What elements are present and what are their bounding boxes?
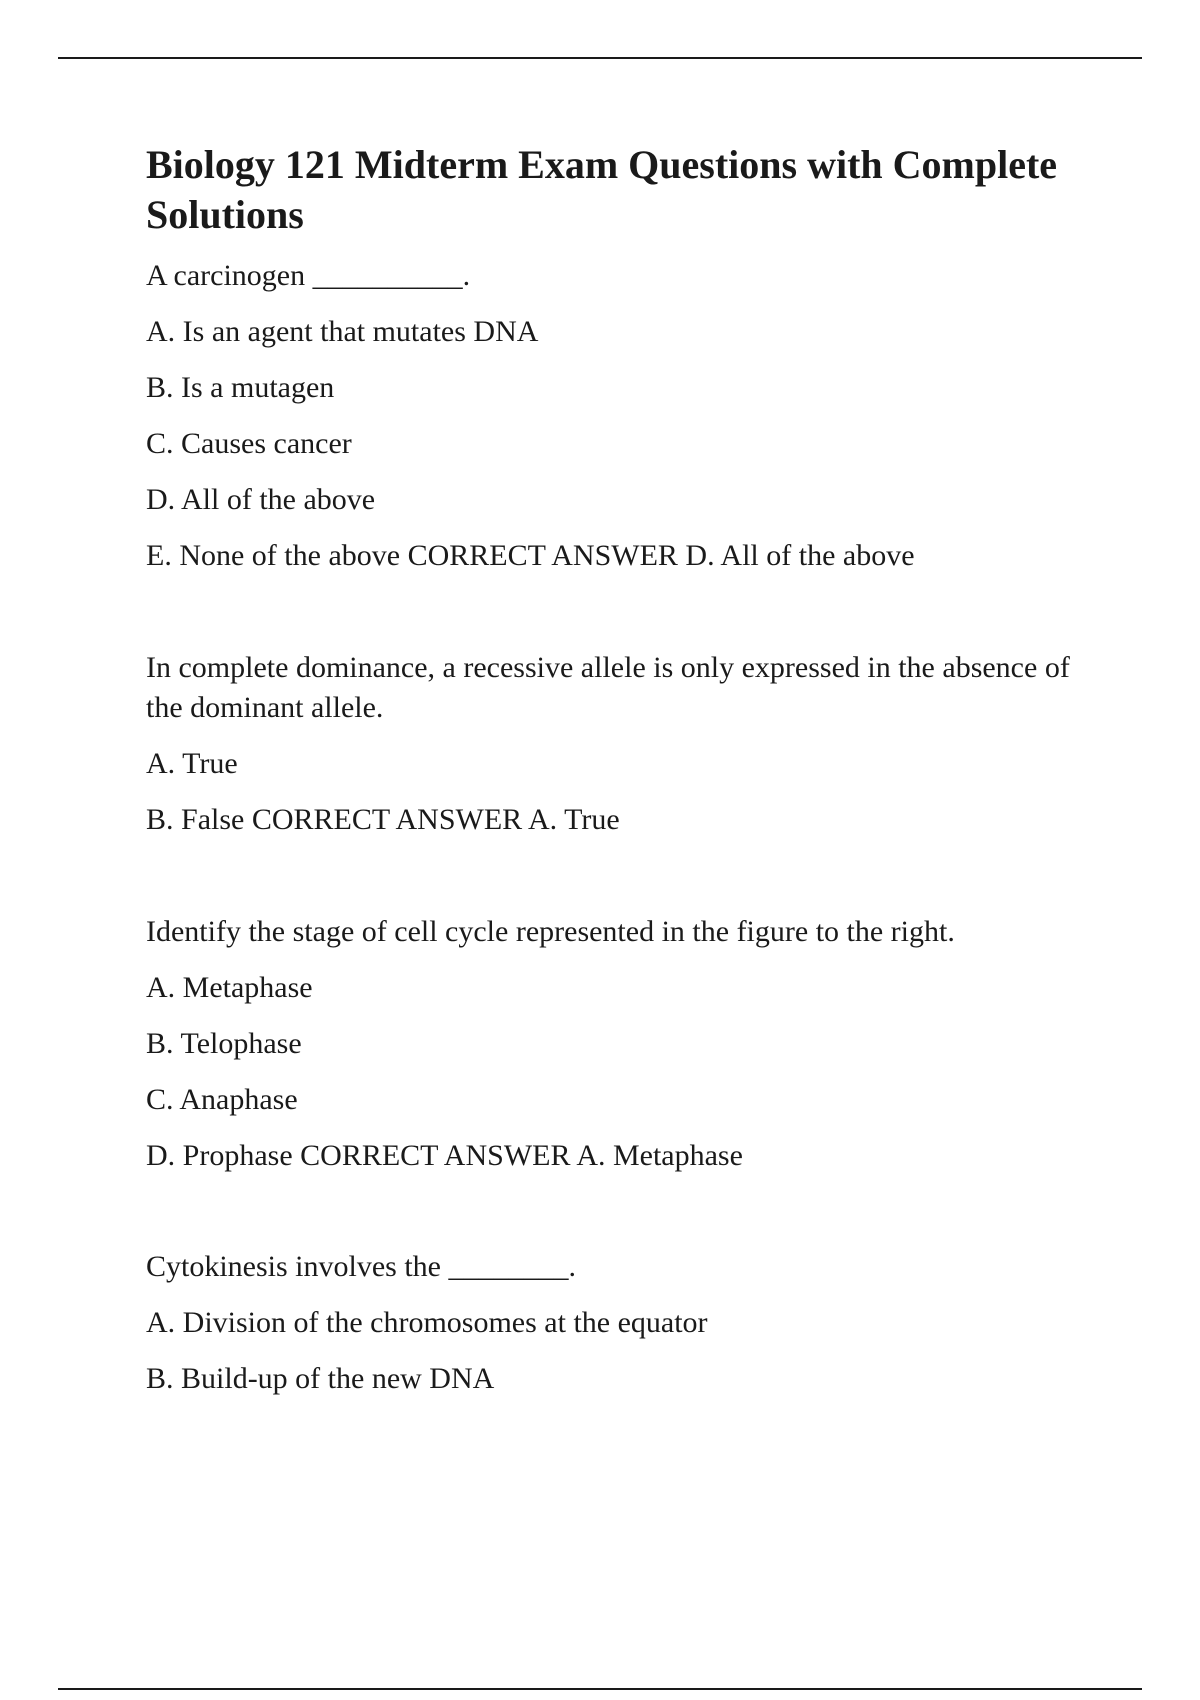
option-a: A. True [146,747,238,780]
bottom-rule [58,1688,1142,1690]
option-c: C. Causes cancer [146,427,352,460]
question-4 [146,1247,1086,1399]
option-b-with-answer: B. False CORRECT ANSWER A. True [146,803,620,836]
option-b: B. Telophase [146,1027,302,1060]
question-text: Cytokinesis involves the ________. [146,1250,576,1283]
option-a: A. Metaphase [146,971,313,1004]
option-b: B. Is a mutagen [146,371,335,404]
option-d-with-answer: D. Prophase CORRECT ANSWER A. Metaphase [146,1139,743,1172]
question-text: Identify the stage of cell cycle represented in the figure to the right. [146,915,955,948]
option-a: A. Division of the chromosomes at the equator [146,1306,708,1339]
question-3 [146,912,1086,1176]
option-b: B. Build-up of the new DNA [146,1362,495,1395]
option-c: C. Anaphase [146,1083,298,1116]
option-a: A. Is an agent that mutates DNA [146,315,539,348]
question-gap [146,856,1086,912]
top-rule [58,57,1142,59]
question-1 [146,256,1086,576]
document-title: Biology 121 Midterm Exam Questions with Complete Solutions [146,142,1058,237]
option-e-with-answer: E. None of the above CORRECT ANSWER D. All of the above [146,539,915,572]
option-d: D. All of the above [146,483,376,516]
question-text: In complete dominance, a recessive allele is only expressed in the absence of the dominant allele. [146,651,1070,724]
question-text: A carcinogen __________. [146,259,471,292]
page-content [146,140,1086,1415]
question-gap [146,592,1086,648]
question-2 [146,648,1086,840]
question-gap [146,1192,1086,1247]
